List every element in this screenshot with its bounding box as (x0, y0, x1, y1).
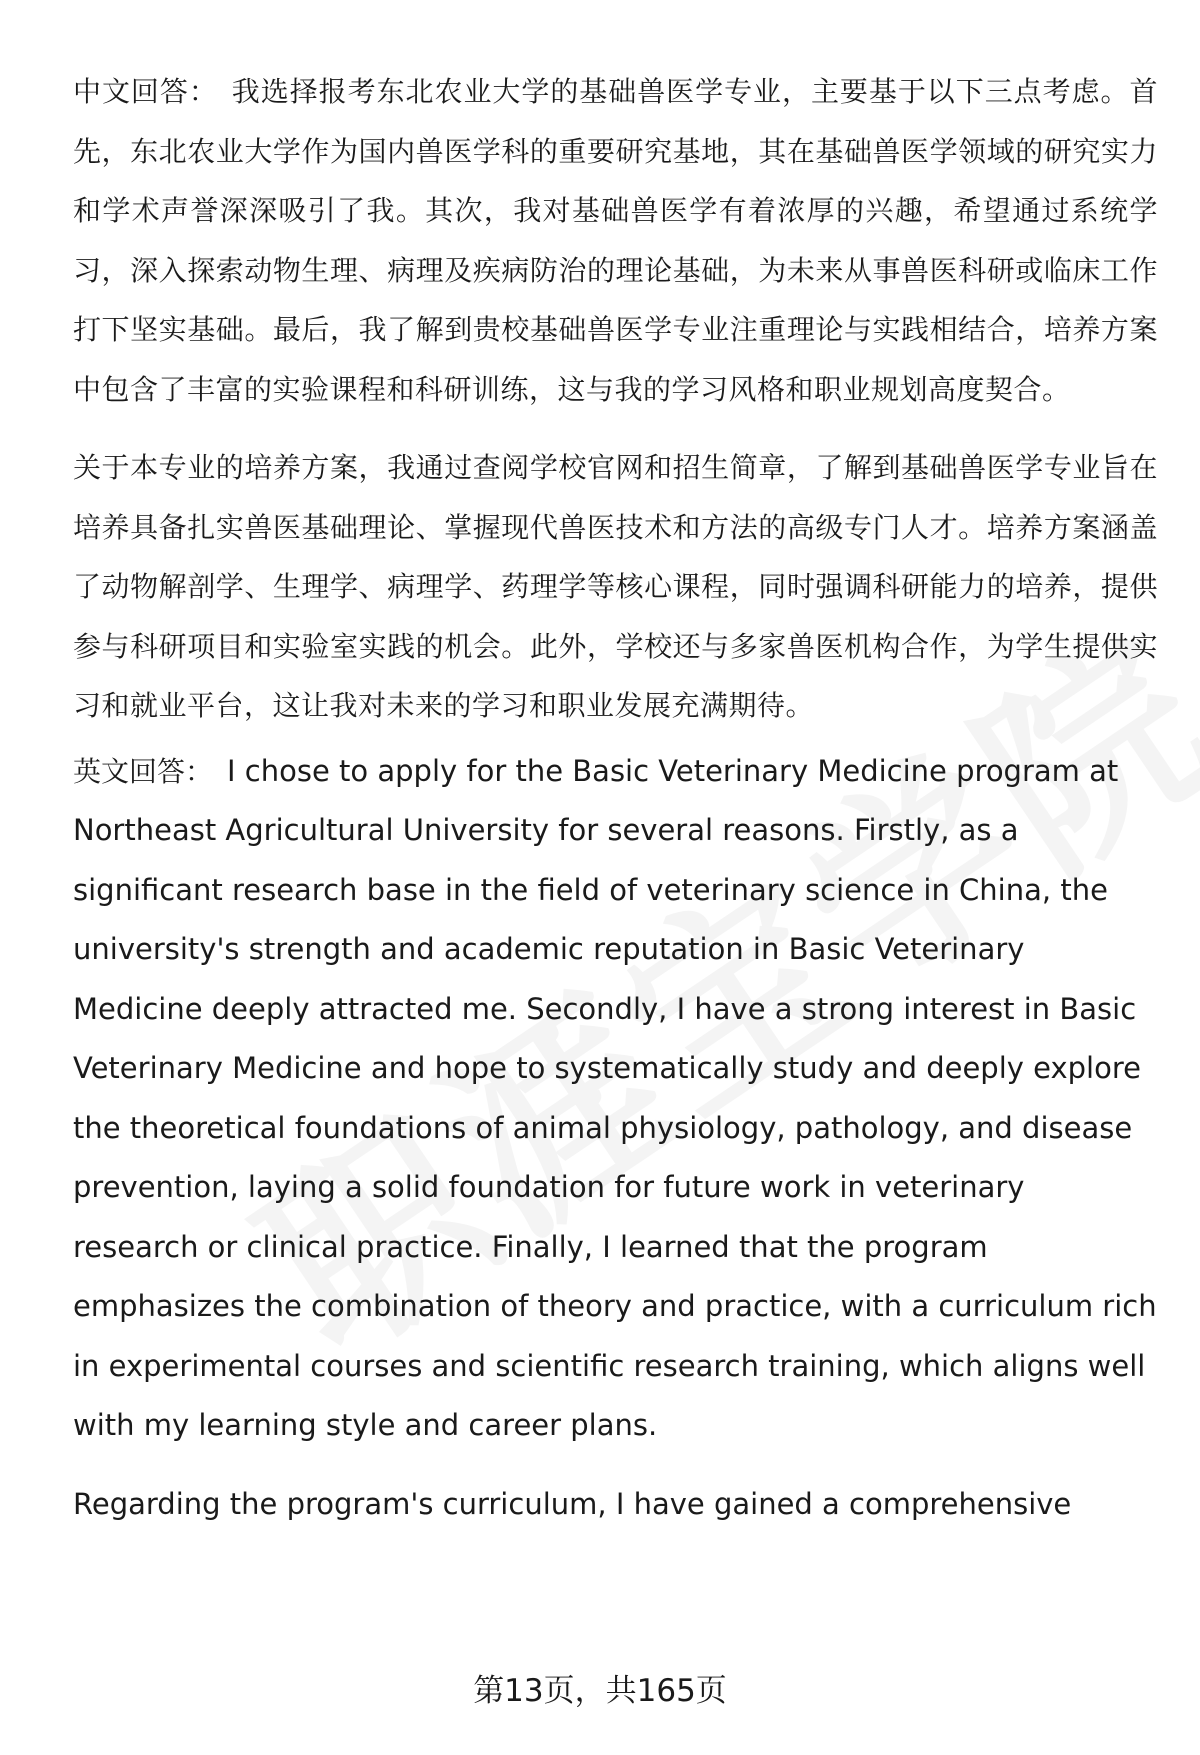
chinese-answer-paragraph-1 (73, 62, 1158, 419)
chinese-answer-paragraph-2: 关于本专业的培养方案，我通过查阅学校官网和招生简章，了解到基础兽医学专业旨在培养具备扎实兽医基础理论、掌握现代兽医技术和方法的高级专门人才。培养方案涵盖了动物解剖学、生理学、病理学、药理学等核心课程，同时强调科研能力的培养，提供参与科研项目和实验室实践的机会。此外，学校还与多家兽医机构合作，为学生提供实习和就业平台，这让我对未来的学习和职业发展充满期待。 (73, 451, 1158, 722)
english-answer-text-1: I chose to apply for the Basic Veterinary Medicine program at Northeast Agricultural University for several reasons. Firstly, as a significant research base in the field of veterinary science in China, the university's strength and academic reputation in Basic Veterinary Medicine deeply attracted me. Secondly, I have a strong interest in Basic Veterinary Medicine and hope to systematically study and deeply explore the theoretical foundations of animal physiology, pathology, and disease prevention, laying a solid foundation for future work in veterinary research or clinical practice. Finally, I learned that the program emphasizes the combination of theory and practice, with a curriculum rich in experimental courses and scientific research training, which aligns well with my learning style and career plans. (73, 753, 1157, 1442)
english-answer-paragraph-2: Regarding the program's curriculum, I have gained a comprehensive (73, 1486, 1072, 1521)
document-body (73, 62, 1158, 1534)
chinese-answer-text-1: 我选择报考东北农业大学的基础兽医学专业，主要基于以下三点考虑。首先，东北农业大学作为国内兽医学科的重要研究基地，其在基础兽医学领域的研究实力和学术声誉深深吸引了我。其次，我对基础兽医学有着浓厚的兴趣，希望通过系统学习，深入探索动物生理、病理及疾病防治的理论基础，为未来从事兽医科研或临床工作打下坚实基础。最后，我了解到贵校基础兽医学专业注重理论与实践相结合，培养方案中包含了丰富的实验课程和科研训练，这与我的学习风格和职业规划高度契合。 (73, 75, 1158, 406)
english-answer-paragraph-1 (73, 742, 1158, 1456)
chinese-answer-label: 中文回答： (73, 75, 218, 108)
english-answer-label: 英文回答： (73, 754, 214, 788)
page-number: 第13页，共165页 (473, 1673, 727, 1709)
